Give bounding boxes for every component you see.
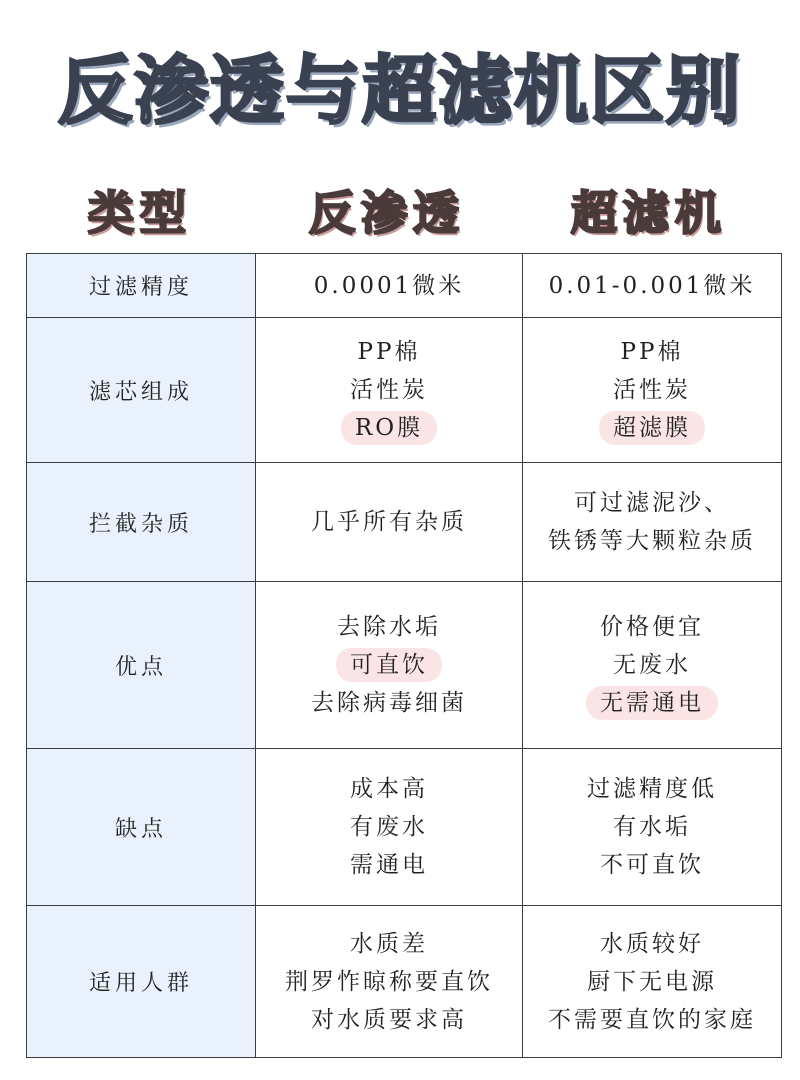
- cell-line: 荆罗怍晾称要直饮: [285, 968, 493, 995]
- cell-line: 有废水: [350, 814, 428, 840]
- ro-cell: [256, 906, 523, 1058]
- cell-line: PP棉: [357, 339, 421, 365]
- category-cell: 滤芯组成: [27, 318, 256, 463]
- uf-cell: [523, 749, 782, 906]
- cell-line: 过滤精度低: [587, 776, 717, 802]
- uf-cell: [523, 463, 782, 582]
- ro-cell: [256, 582, 523, 749]
- cell-line-highlight: [523, 684, 781, 722]
- cell-line: 厨下无电源: [587, 968, 717, 995]
- cell-line-highlight: [256, 409, 522, 447]
- category-cell: 缺点: [27, 749, 256, 906]
- uf-cell: [523, 582, 782, 749]
- table-row: [27, 463, 782, 582]
- cell-line: 成本高: [350, 776, 428, 802]
- header-ro: 反渗透: [309, 186, 465, 240]
- ro-cell: [256, 749, 523, 906]
- uf-cell: [523, 906, 782, 1058]
- cell-line: 需通电: [350, 852, 428, 878]
- cell-line: 去除水垢: [337, 614, 441, 640]
- cell-line: 水质较好: [600, 930, 704, 957]
- ro-cell: [256, 254, 523, 318]
- cell-line: 几乎所有杂质: [311, 509, 467, 535]
- header-uf: 超滤机: [571, 186, 727, 240]
- cell-line: 无废水: [613, 652, 691, 678]
- cell-line: 不可直饮: [600, 852, 704, 878]
- category-cell: 拦截杂质: [27, 463, 256, 582]
- table-row: [27, 906, 782, 1058]
- table-row: [27, 749, 782, 906]
- cell-line: 活性炭: [613, 377, 691, 403]
- table-row: [27, 318, 782, 463]
- category-cell: 过滤精度: [27, 254, 256, 318]
- highlight-mark: 可直饮: [336, 648, 442, 682]
- cell-line: 有水垢: [613, 814, 691, 840]
- cell-line: 活性炭: [350, 377, 428, 403]
- highlight-mark: RO膜: [341, 411, 437, 445]
- cell-line: 水质差: [350, 930, 428, 957]
- highlight-mark: 超滤膜: [599, 411, 705, 445]
- highlight-mark: 无需通电: [586, 686, 718, 720]
- cell-line: 0.01-0.001微米: [548, 272, 756, 299]
- ro-cell: [256, 318, 523, 463]
- cell-line: 铁锈等大颗粒杂质: [548, 528, 756, 554]
- uf-cell: [523, 318, 782, 463]
- cell-line: 去除病毒细菌: [311, 690, 467, 716]
- cell-line: PP棉: [620, 339, 684, 365]
- ro-cell: [256, 463, 523, 582]
- table-row: [27, 582, 782, 749]
- cell-line-highlight: [523, 409, 781, 447]
- cell-line: 价格便宜: [600, 614, 704, 640]
- cell-line: 对水质要求高: [311, 1006, 467, 1033]
- cell-line: 不需要直饮的家庭: [548, 1006, 756, 1033]
- category-cell: 优点: [27, 582, 256, 749]
- cell-line: 可过滤泥沙、: [574, 490, 730, 516]
- cell-line: 0.0001微米: [313, 272, 465, 299]
- comparison-table: [26, 253, 782, 1058]
- category-cell: 适用人群: [27, 906, 256, 1058]
- uf-cell: [523, 254, 782, 318]
- cell-line-highlight: [256, 646, 522, 684]
- page-title: 反渗透与超滤机区别: [58, 48, 742, 134]
- table-row: [27, 254, 782, 318]
- column-headers: [26, 172, 778, 248]
- header-type: 类型: [88, 186, 192, 240]
